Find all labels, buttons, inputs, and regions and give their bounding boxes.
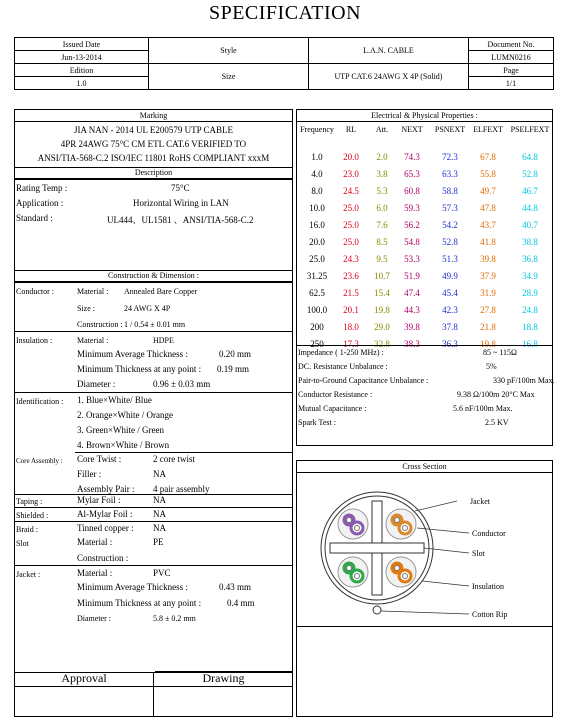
psnext-cell: 63.3 bbox=[442, 169, 458, 179]
att-cell: 32.8 bbox=[374, 339, 390, 349]
att-cell: 8.5 bbox=[376, 237, 388, 247]
electrical-row bbox=[297, 322, 551, 339]
left-panel bbox=[14, 109, 293, 717]
copper-core bbox=[403, 526, 408, 531]
size-label: Size bbox=[149, 64, 309, 90]
psnext-cell: 72.3 bbox=[442, 152, 458, 162]
elfext-cell: 47.8 bbox=[480, 203, 496, 213]
col-header: Att. bbox=[375, 125, 389, 134]
att-cell: 2.0 bbox=[376, 152, 388, 162]
electrical-row bbox=[297, 152, 551, 169]
jacket-material-value: PVC bbox=[153, 568, 171, 578]
frequency-cell: 25.0 bbox=[309, 254, 325, 264]
marking-line: JIA NAN - 2014 UL E200579 UTP CABLE bbox=[73, 125, 234, 135]
copper-core bbox=[395, 518, 400, 523]
psnext-cell: 45.4 bbox=[442, 288, 458, 298]
frequency-cell: 31.25 bbox=[306, 271, 328, 281]
conductor-material-label: Material : bbox=[77, 287, 109, 296]
insulation-label: Insulation : bbox=[16, 336, 53, 345]
rl-cell: 23.6 bbox=[343, 271, 359, 281]
electrical-row bbox=[297, 271, 551, 288]
copper-core bbox=[355, 526, 360, 531]
issued-date-label: Issued Date bbox=[15, 38, 149, 51]
elfext-cell: 41.8 bbox=[480, 237, 496, 247]
style-label: Style bbox=[149, 38, 309, 64]
edition-label: Edition bbox=[15, 64, 149, 77]
conductor-material-value: Annealed Bare Copper bbox=[124, 287, 198, 296]
page-title: SPECIFICATION bbox=[208, 2, 362, 24]
marking-title: Marking bbox=[15, 110, 292, 122]
jacket-diameter-label: Diameter : bbox=[77, 614, 111, 623]
label-conductor: Conductor bbox=[472, 529, 506, 538]
edition-value: 1.0 bbox=[15, 77, 149, 90]
marking-line: 4PR 24AWG 75°C CM ETL CAT.6 VERIFIED TO bbox=[60, 139, 247, 149]
next-cell: 60.8 bbox=[404, 186, 420, 196]
jacket-min-avg-label: Minimum Average Thickness : bbox=[77, 582, 188, 592]
insulation-min-point-value: 0.19 mm bbox=[217, 364, 250, 374]
jacket-min-point-label: Minimum Thickness at any point : bbox=[77, 598, 202, 608]
col-header: PSNEXT bbox=[434, 125, 466, 134]
att-cell: 9.5 bbox=[376, 254, 388, 264]
col-header: NEXT bbox=[401, 125, 423, 134]
col-header: Frequency bbox=[300, 125, 334, 134]
identification-pair: 4. Brown×White / Brown bbox=[77, 440, 170, 450]
conductor-size-label: Size : bbox=[77, 304, 95, 313]
rl-cell: 21.5 bbox=[343, 288, 359, 298]
slot-material-value: PE bbox=[153, 537, 164, 547]
slot-horizontal bbox=[330, 543, 424, 553]
property-value: 2.5 KV bbox=[485, 418, 509, 427]
elfext-cell: 37.9 bbox=[480, 271, 496, 281]
next-cell: 56.2 bbox=[404, 220, 420, 230]
insulation-diameter-label: Diameter : bbox=[77, 379, 116, 389]
conductor-size-value: 24 AWG X 4P bbox=[124, 304, 171, 313]
frequency-cell: 100.0 bbox=[306, 305, 328, 315]
elfext-cell: 21.8 bbox=[480, 322, 496, 332]
copper-core bbox=[347, 566, 352, 571]
electrical-title: Electrical & Physical Properties : bbox=[297, 110, 552, 122]
marking-text bbox=[15, 122, 292, 165]
rl-cell: 17.3 bbox=[343, 339, 359, 349]
label-jacket: Jacket bbox=[470, 497, 490, 506]
application-label: Application : bbox=[16, 198, 64, 208]
core-twist-label: Core Twist : bbox=[77, 454, 122, 464]
att-cell: 15.4 bbox=[374, 288, 390, 298]
insulation-material-label: Material : bbox=[77, 336, 109, 345]
label-slot: Slot bbox=[472, 549, 485, 558]
next-cell: 65.3 bbox=[404, 169, 420, 179]
issued-date-value: Jun-13-2014 bbox=[15, 51, 149, 64]
pselfext-cell: 36.8 bbox=[522, 254, 538, 264]
psnext-cell: 57.3 bbox=[442, 203, 458, 213]
elfext-cell: 31.9 bbox=[480, 288, 496, 298]
right-lower-box bbox=[296, 627, 553, 717]
pselfext-cell: 24.8 bbox=[522, 305, 538, 315]
next-cell: 54.8 bbox=[404, 237, 420, 247]
elfext-cell: 43.7 bbox=[480, 220, 496, 230]
frequency-cell: 1.0 bbox=[311, 152, 323, 162]
cotton-rip bbox=[373, 606, 381, 614]
slot-material-label: Material : bbox=[77, 537, 113, 547]
att-cell: 19.8 bbox=[374, 305, 390, 315]
property-label: Impedance ( 1-250 MHz) : bbox=[298, 348, 384, 357]
frequency-cell: 62.5 bbox=[309, 288, 325, 298]
identification-pair: 2. Orange×White / Orange bbox=[77, 410, 174, 420]
pselfext-cell: 28.9 bbox=[522, 288, 538, 298]
att-cell: 29.0 bbox=[374, 322, 390, 332]
electrical-row bbox=[297, 220, 551, 237]
pselfext-cell: 64.8 bbox=[522, 152, 538, 162]
insulation-min-point-label: Minimum Thickness at any point : bbox=[77, 364, 202, 374]
rl-cell: 20.1 bbox=[343, 305, 359, 315]
insulation-min-avg-value: 0.20 mm bbox=[219, 349, 252, 359]
elfext-cell: 27.8 bbox=[480, 305, 496, 315]
electrical-row bbox=[297, 186, 551, 203]
conductor-construction-label: Construction : bbox=[77, 320, 123, 329]
frequency-cell: 200 bbox=[310, 322, 324, 332]
property-value: 85 ~ 115Ω bbox=[483, 348, 517, 357]
rl-cell: 23.0 bbox=[343, 169, 359, 179]
att-cell: 7.6 bbox=[376, 220, 388, 230]
electrical-row bbox=[297, 203, 551, 220]
psnext-cell: 51.3 bbox=[442, 254, 458, 264]
style-value: L.A.N. CABLE bbox=[309, 38, 469, 64]
size-value: UTP CAT.6 24AWG X 4P (Solid) bbox=[309, 64, 469, 90]
pselfext-cell: 34.9 bbox=[522, 271, 538, 281]
slot-construction-label: Construction : bbox=[77, 553, 129, 563]
marking-line: ANSI/TIA-568-C.2 ISO/IEC 11801 RoHS COMPLIANT xxxM bbox=[37, 153, 270, 163]
description-title: Description bbox=[15, 167, 292, 179]
page-label: Page bbox=[469, 64, 554, 77]
psnext-cell: 52.8 bbox=[442, 237, 458, 247]
copper-core bbox=[403, 574, 408, 579]
copper-core bbox=[395, 566, 400, 571]
psnext-cell: 58.8 bbox=[442, 186, 458, 196]
pselfext-cell: 46.7 bbox=[522, 186, 538, 196]
conductor-label: Conductor : bbox=[16, 287, 54, 296]
cross-section-title: Cross Section bbox=[297, 461, 552, 473]
pselfext-cell: 40.7 bbox=[522, 220, 538, 230]
property-value: 330 pF/100m Max. bbox=[493, 376, 555, 385]
header-table bbox=[14, 37, 554, 90]
psnext-cell: 42.3 bbox=[442, 305, 458, 315]
elfext-cell: 19.8 bbox=[480, 339, 496, 349]
electrical-row bbox=[297, 254, 551, 271]
next-cell: 74.3 bbox=[404, 152, 420, 162]
next-cell: 53.3 bbox=[404, 254, 420, 264]
elfext-cell: 67.8 bbox=[480, 152, 496, 162]
shielded-label: Shielded : bbox=[16, 511, 49, 520]
doc-no-label: Document No. bbox=[469, 38, 554, 51]
assembly-pair-value: 4 pair assembly bbox=[153, 484, 210, 494]
psnext-cell: 54.2 bbox=[442, 220, 458, 230]
next-cell: 59.3 bbox=[404, 203, 420, 213]
rl-cell: 25.0 bbox=[343, 237, 359, 247]
rl-cell: 24.3 bbox=[343, 254, 359, 264]
frequency-cell: 8.0 bbox=[311, 186, 323, 196]
label-cotton-rip: Cotton Rip bbox=[472, 610, 508, 619]
electrical-header-row bbox=[297, 125, 551, 142]
copper-core bbox=[355, 574, 360, 579]
property-label: Mutual Capacitance : bbox=[298, 404, 367, 413]
braid-label: Braid : bbox=[16, 525, 38, 534]
identification-pair: 1. Blue×White/ Blue bbox=[77, 395, 152, 405]
property-label: DC. Resistance Unbalance : bbox=[298, 362, 388, 371]
psnext-cell: 37.8 bbox=[442, 322, 458, 332]
frequency-cell: 16.0 bbox=[309, 220, 325, 230]
property-label: Conductor Resistance : bbox=[298, 390, 373, 399]
standard-value: UL444、UL1581 、ANSI/TIA-568-C.2 bbox=[107, 215, 254, 225]
construction-title: Construction & Dimension : bbox=[15, 270, 292, 282]
insulation-material-value: HDPE bbox=[153, 336, 174, 345]
pselfext-cell: 18.8 bbox=[522, 322, 538, 332]
col-header: PSELFEXT bbox=[510, 125, 550, 134]
frequency-cell: 10.0 bbox=[309, 203, 325, 213]
rating-temp-label: Rating Temp : bbox=[16, 183, 68, 193]
drawing-label: Drawing bbox=[202, 671, 245, 685]
electrical-row bbox=[297, 305, 551, 322]
col-header: ELFEXT bbox=[473, 125, 503, 134]
property-label: Pair-to-Ground Capacitance Unbalance : bbox=[298, 376, 429, 385]
filler-label: Filler : bbox=[77, 469, 102, 479]
copper-core bbox=[347, 518, 352, 523]
att-cell: 5.3 bbox=[376, 186, 388, 196]
electrical-row bbox=[297, 288, 551, 305]
electrical-panel bbox=[296, 109, 553, 446]
al-mylar-foil-value: NA bbox=[153, 509, 166, 519]
rl-cell: 24.5 bbox=[343, 186, 359, 196]
page-value: 1/1 bbox=[469, 77, 554, 90]
tinned-copper-label: Tinned copper : bbox=[77, 523, 134, 533]
drawing-box bbox=[155, 671, 293, 717]
tinned-copper-value: NA bbox=[153, 523, 166, 533]
conductor-construction-value: 1 / 0.54 ± 0.01 mm bbox=[124, 320, 186, 329]
rl-cell: 20.0 bbox=[343, 152, 359, 162]
rating-temp-value: 75°C bbox=[171, 183, 190, 193]
pselfext-cell: 38.8 bbox=[522, 237, 538, 247]
doc-no-value: LUMN0216 bbox=[469, 51, 554, 64]
elfext-cell: 55.8 bbox=[480, 169, 496, 179]
property-value: 5% bbox=[486, 362, 497, 371]
next-cell: 44.3 bbox=[404, 305, 420, 315]
rl-cell: 18.0 bbox=[343, 322, 359, 332]
slot-label: Slot bbox=[16, 539, 29, 548]
electrical-row bbox=[297, 169, 551, 186]
pselfext-cell: 44.8 bbox=[522, 203, 538, 213]
insulation-diameter-value: 0.96 ± 0.03 mm bbox=[153, 379, 211, 389]
frequency-cell: 4.0 bbox=[311, 169, 323, 179]
cross-section-diagram bbox=[297, 473, 552, 625]
pselfext-cell: 16.8 bbox=[522, 339, 538, 349]
elfext-cell: 49.7 bbox=[480, 186, 496, 196]
label-insulation: Insulation bbox=[472, 582, 504, 591]
identification-pair: 3. Green×White / Green bbox=[77, 425, 165, 435]
elfext-cell: 39.8 bbox=[480, 254, 496, 264]
pselfext-cell: 52.8 bbox=[522, 169, 538, 179]
att-cell: 3.8 bbox=[376, 169, 388, 179]
mylar-foil-label: Mylar Foil : bbox=[77, 495, 121, 505]
mylar-foil-value: NA bbox=[153, 495, 166, 505]
approval-label: Approval bbox=[61, 671, 107, 685]
next-cell: 39.8 bbox=[404, 322, 420, 332]
psnext-cell: 36.3 bbox=[442, 339, 458, 349]
property-label: Spark Test : bbox=[298, 418, 336, 427]
rl-cell: 25.0 bbox=[343, 220, 359, 230]
col-header: RL bbox=[345, 125, 357, 134]
property-value: 5.6 nF/100m Max. bbox=[453, 404, 513, 413]
jacket-diameter-value: 5.8 ± 0.2 mm bbox=[153, 614, 196, 623]
electrical-row bbox=[297, 237, 551, 254]
jacket-label: Jacket : bbox=[16, 570, 41, 579]
jacket-min-avg-value: 0.43 mm bbox=[219, 582, 252, 592]
frequency-cell: 250 bbox=[310, 339, 324, 349]
next-cell: 38.3 bbox=[404, 339, 420, 349]
al-mylar-foil-label: Al-Mylar Foil : bbox=[77, 509, 133, 519]
filler-value: NA bbox=[153, 469, 166, 479]
cross-section-panel bbox=[296, 460, 553, 627]
psnext-cell: 49.9 bbox=[442, 271, 458, 281]
core-twist-value: 2 core twist bbox=[153, 454, 195, 464]
frequency-cell: 20.0 bbox=[309, 237, 325, 247]
property-value: 9.38 Ω/100m 20°C Max bbox=[457, 390, 535, 399]
next-cell: 51.9 bbox=[404, 271, 420, 281]
standard-label: Standard : bbox=[16, 213, 53, 223]
next-cell: 47.4 bbox=[404, 288, 420, 298]
application-value: Horizontal Wiring in LAN bbox=[133, 198, 229, 208]
jacket-min-point-value: 0.4 mm bbox=[227, 598, 255, 608]
assembly-pair-label: Assembly Pair : bbox=[77, 484, 135, 494]
att-cell: 10.7 bbox=[374, 271, 390, 281]
identification-label: Identification : bbox=[16, 397, 64, 406]
jacket-material-label: Material : bbox=[77, 568, 113, 578]
rl-cell: 25.0 bbox=[343, 203, 359, 213]
att-cell: 6.0 bbox=[376, 203, 388, 213]
core-assembly-label: Core Assembly : bbox=[16, 457, 63, 465]
insulation-min-avg-label: Minimum Average Thickness : bbox=[77, 349, 188, 359]
taping-label: Taping : bbox=[16, 497, 43, 506]
